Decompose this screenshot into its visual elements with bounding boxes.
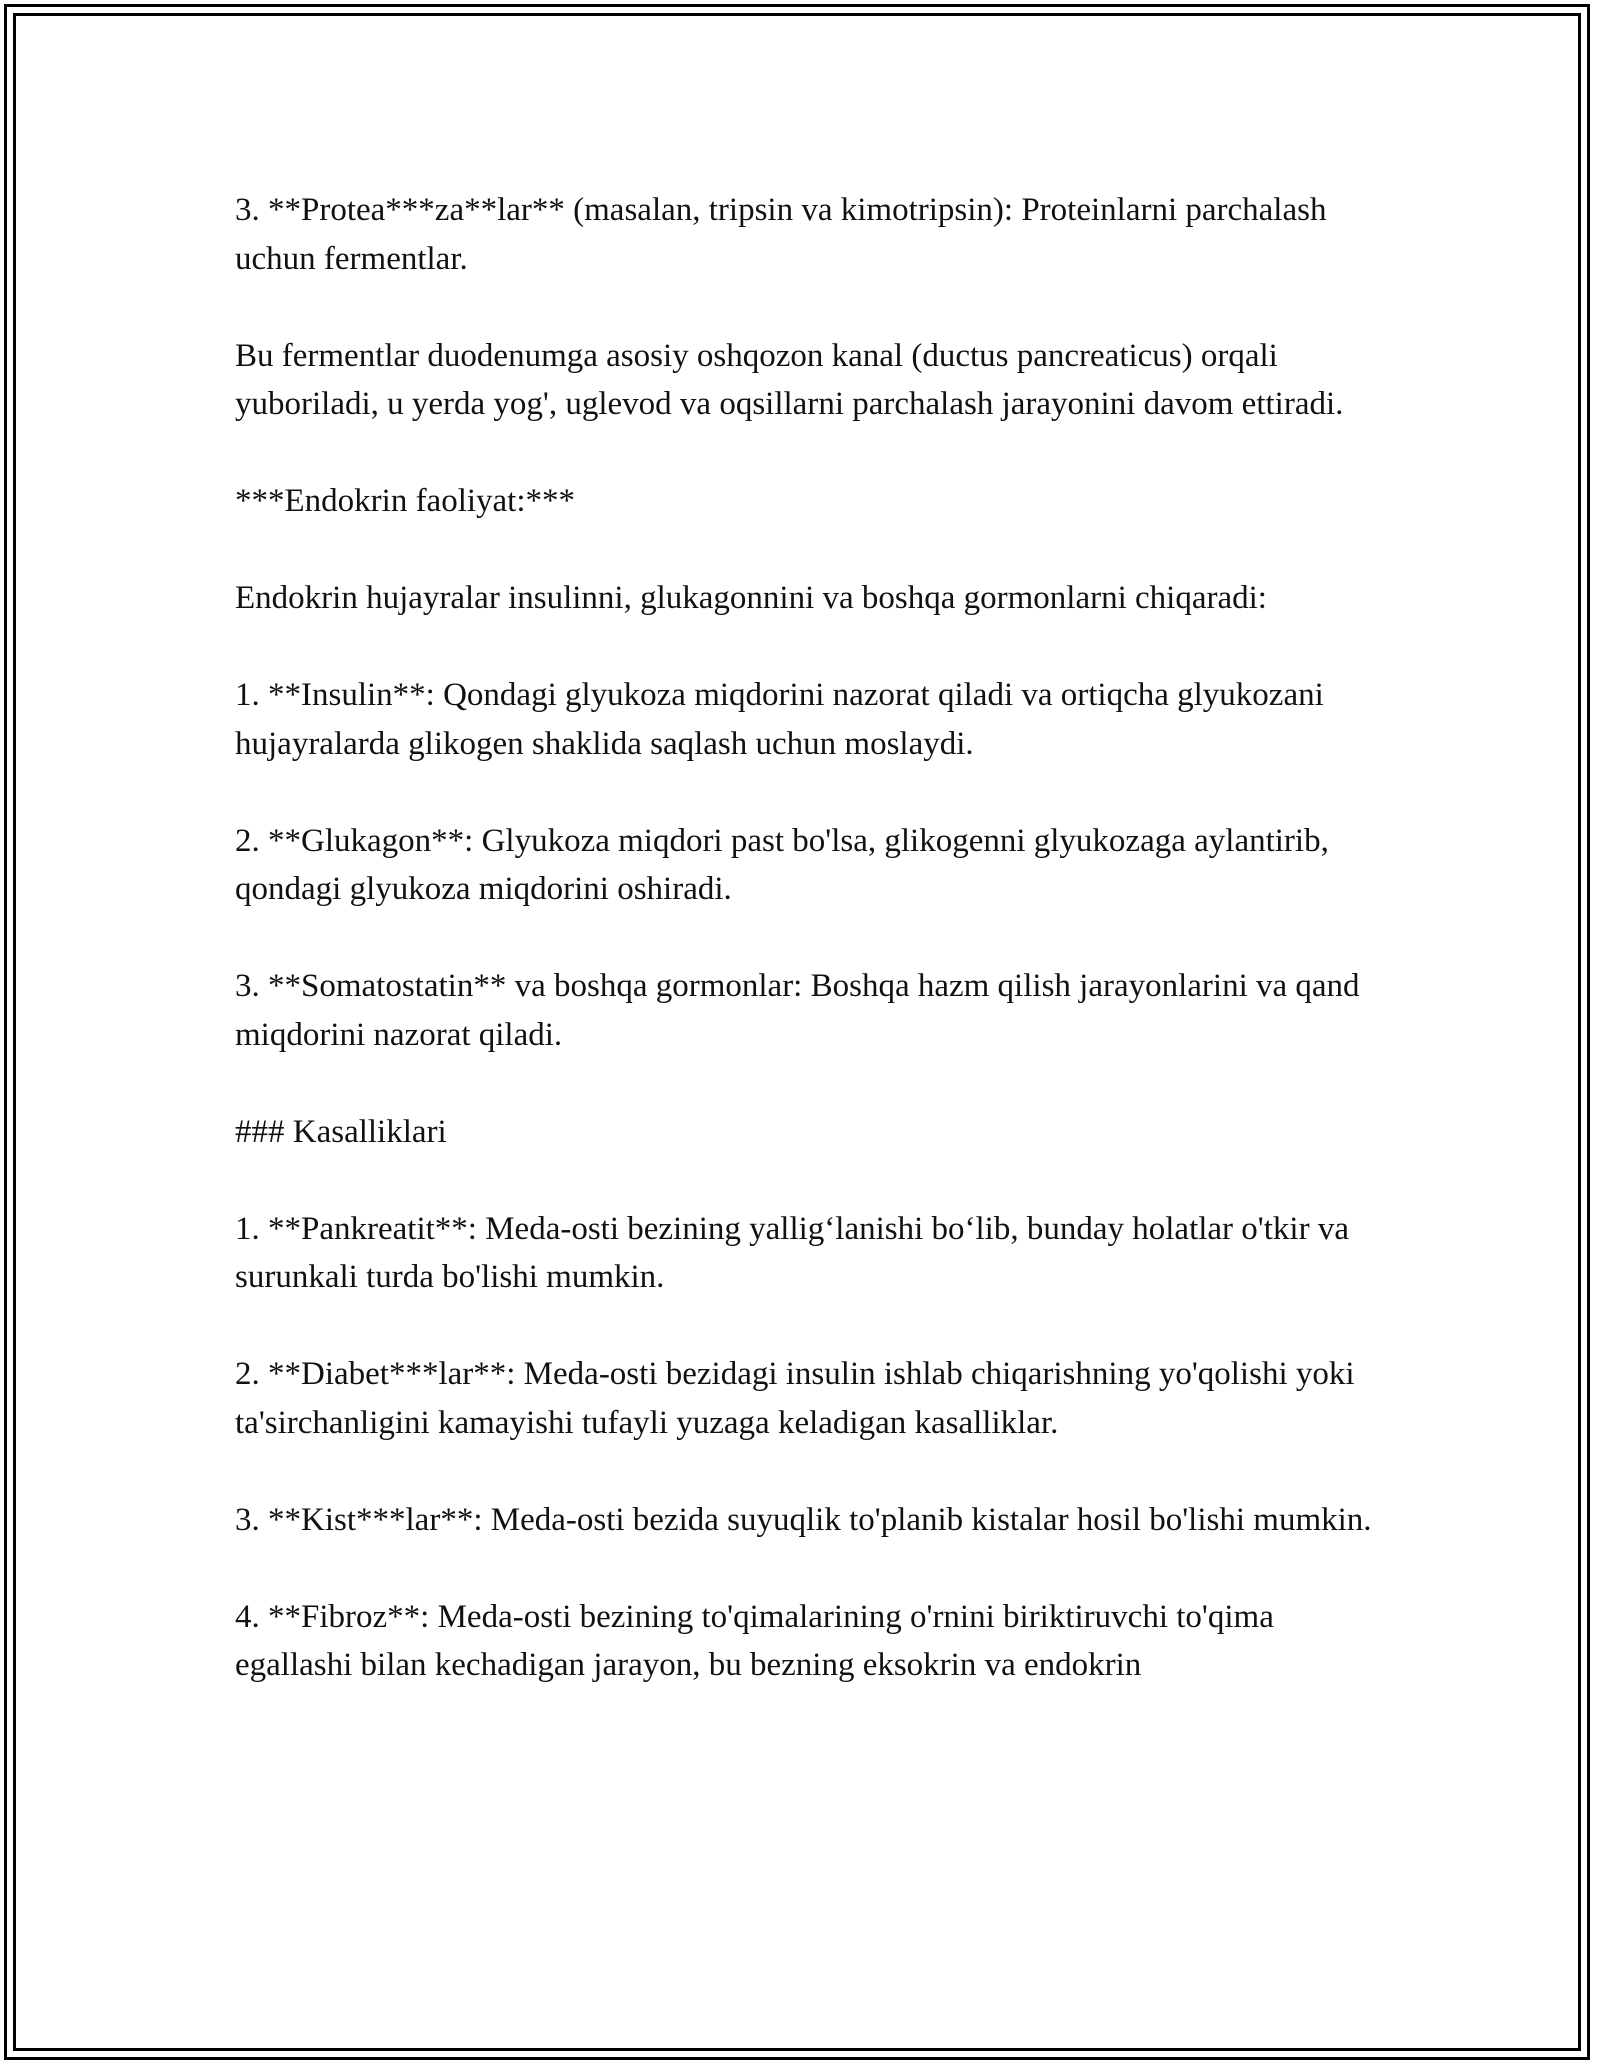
paragraph-glukagon: 2. **Glukagon**: Glyukoza miqdori past bo'lsa, glikogenni glyukozaga aylantirib, qondagi glyukoza miqdorini oshiradi. <box>235 822 1329 907</box>
paragraph-kistlar: 3. **Kist***lar**: Meda-osti bezida suyuqlik to'planib kistalar hosil bo'lishi mumkin. <box>235 1501 1372 1538</box>
paragraph-fibroz: 4. **Fibroz**: Meda-osti bezining to'qimalarining o'rnini biriktiruvchi to'qima egallashi bilan kechadigan jarayon, bu bezning eksokrin va endokrin <box>235 1598 1274 1683</box>
document-body <box>235 186 1375 1690</box>
paragraph-kasalliklari-heading: ### Kasalliklari <box>235 1113 447 1150</box>
paragraph-endokrin-intro: Endokrin hujayralar insulinni, glukagonnini va boshqa gormonlarni chiqaradi: <box>235 580 1267 616</box>
paragraph-somatostatin: 3. **Somatostatin** va boshqa gormonlar: Boshqa hazm qilish jarayonlarini va qand miqdorini nazorat qiladi. <box>235 968 1360 1053</box>
paragraph-pankreatit: 1. **Pankreatit**: Meda-osti bezining yallig‘lanishi bo‘lib, bunday holatlar o'tkir va surunkali turda bo'lishi mumkin. <box>235 1210 1349 1295</box>
paragraph-ferment-transport: Bu fermentlar duodenumga asosiy oshqozon kanal (ductus pancreaticus) orqali yuboriladi, u yerda yog', uglevod va oqsillarni parchalash jarayonini davom ettiradi. <box>235 337 1344 422</box>
paragraph-endokrin-heading: ***Endokrin faoliyat:*** <box>235 483 576 519</box>
paragraph-proteazalar: 3. **Protea***za**lar** (masalan, tripsin va kimotripsin): Proteinlarni parchalash uchun fermentlar. <box>235 192 1327 277</box>
paragraph-diabet: 2. **Diabet***lar**: Meda-osti bezidagi insulin ishlab chiqarishning yo'qolishi yoki ta'sirchanligini kamayishi tufayli yuzaga keladigan kasalliklar. <box>235 1356 1355 1441</box>
paragraph-insulin: 1. **Insulin**: Qondagi glyukoza miqdorini nazorat qiladi va ortiqcha glyukozani hujayralarda glikogen shaklida saqlash uchun moslaydi. <box>235 677 1324 762</box>
